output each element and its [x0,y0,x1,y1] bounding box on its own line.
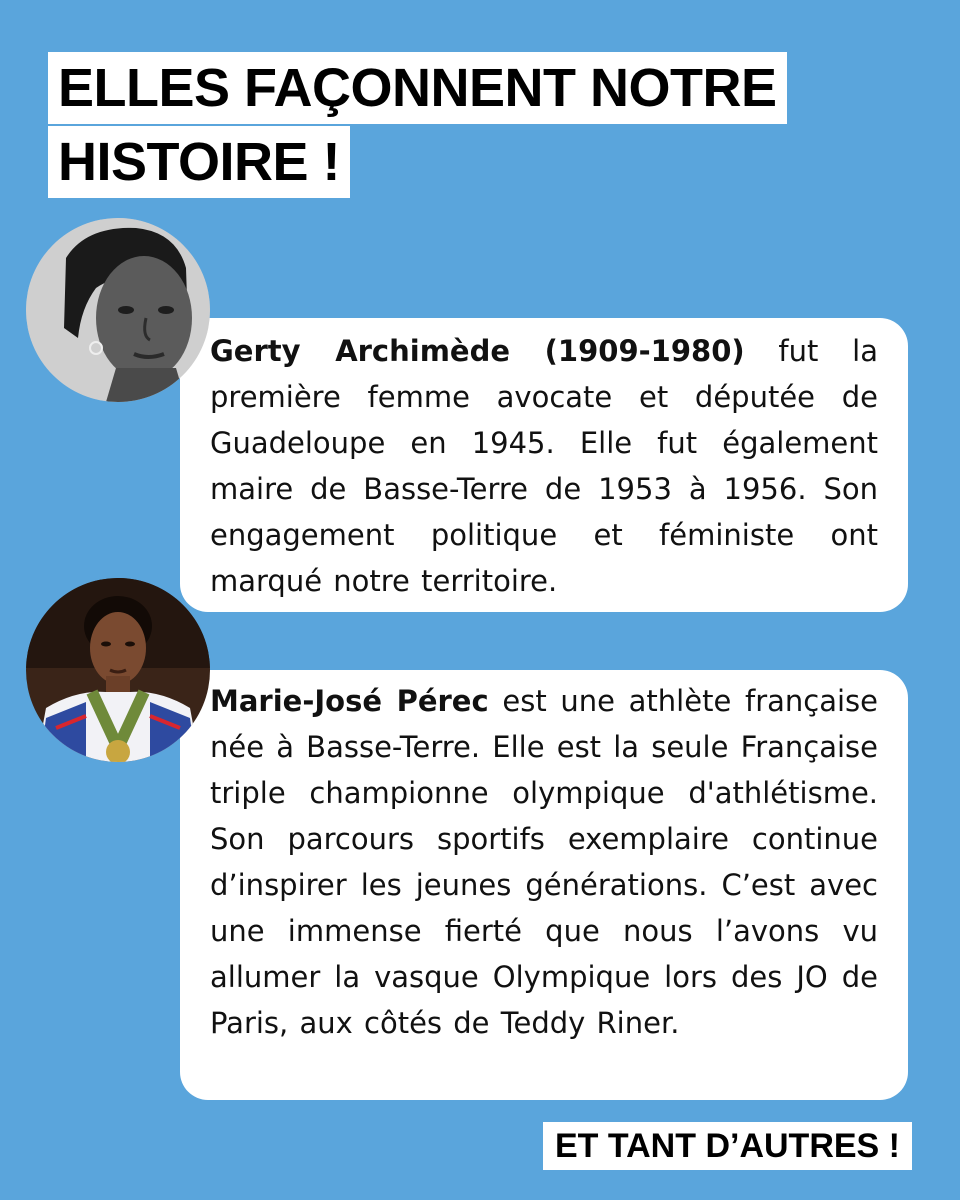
page-title-line-1: ELLES FAÇONNENT NOTRE [48,52,787,124]
bio-description: est une athlète française née à Basse-Terre. Elle est la seule Française triple championne olympique d'athlétisme. Son parcours sportifs exemplaire continue d’inspirer les jeunes générations. C’est avec une immense fierté que nous l’avons vu allumer la vasque Olympique lors des JO de Paris, aux côtés de Teddy Riner. [210,684,878,1040]
page-title [48,52,796,200]
portrait-gerty-archimede [26,218,210,402]
bio-text [210,678,878,1046]
page-title-line-2: HISTOIRE ! [48,126,350,198]
portrait-marie-jose-perec [26,578,210,762]
bio-description: fut la première femme avocate et députée de Guadeloupe en 1945. Elle fut également maire de Basse-Terre de 1953 à 1956. Son engagement politique et féministe ont marqué notre territoire. [210,334,878,598]
bio-card-marie-jose-perec [180,670,908,1100]
person-name: Marie-José Pérec [210,684,489,718]
bio-text [210,328,878,604]
footer-tagline: ET TANT D’AUTRES ! [543,1122,912,1170]
bio-card-gerty-archimede [180,318,908,612]
person-name: Gerty Archimède (1909-1980) [210,334,745,368]
